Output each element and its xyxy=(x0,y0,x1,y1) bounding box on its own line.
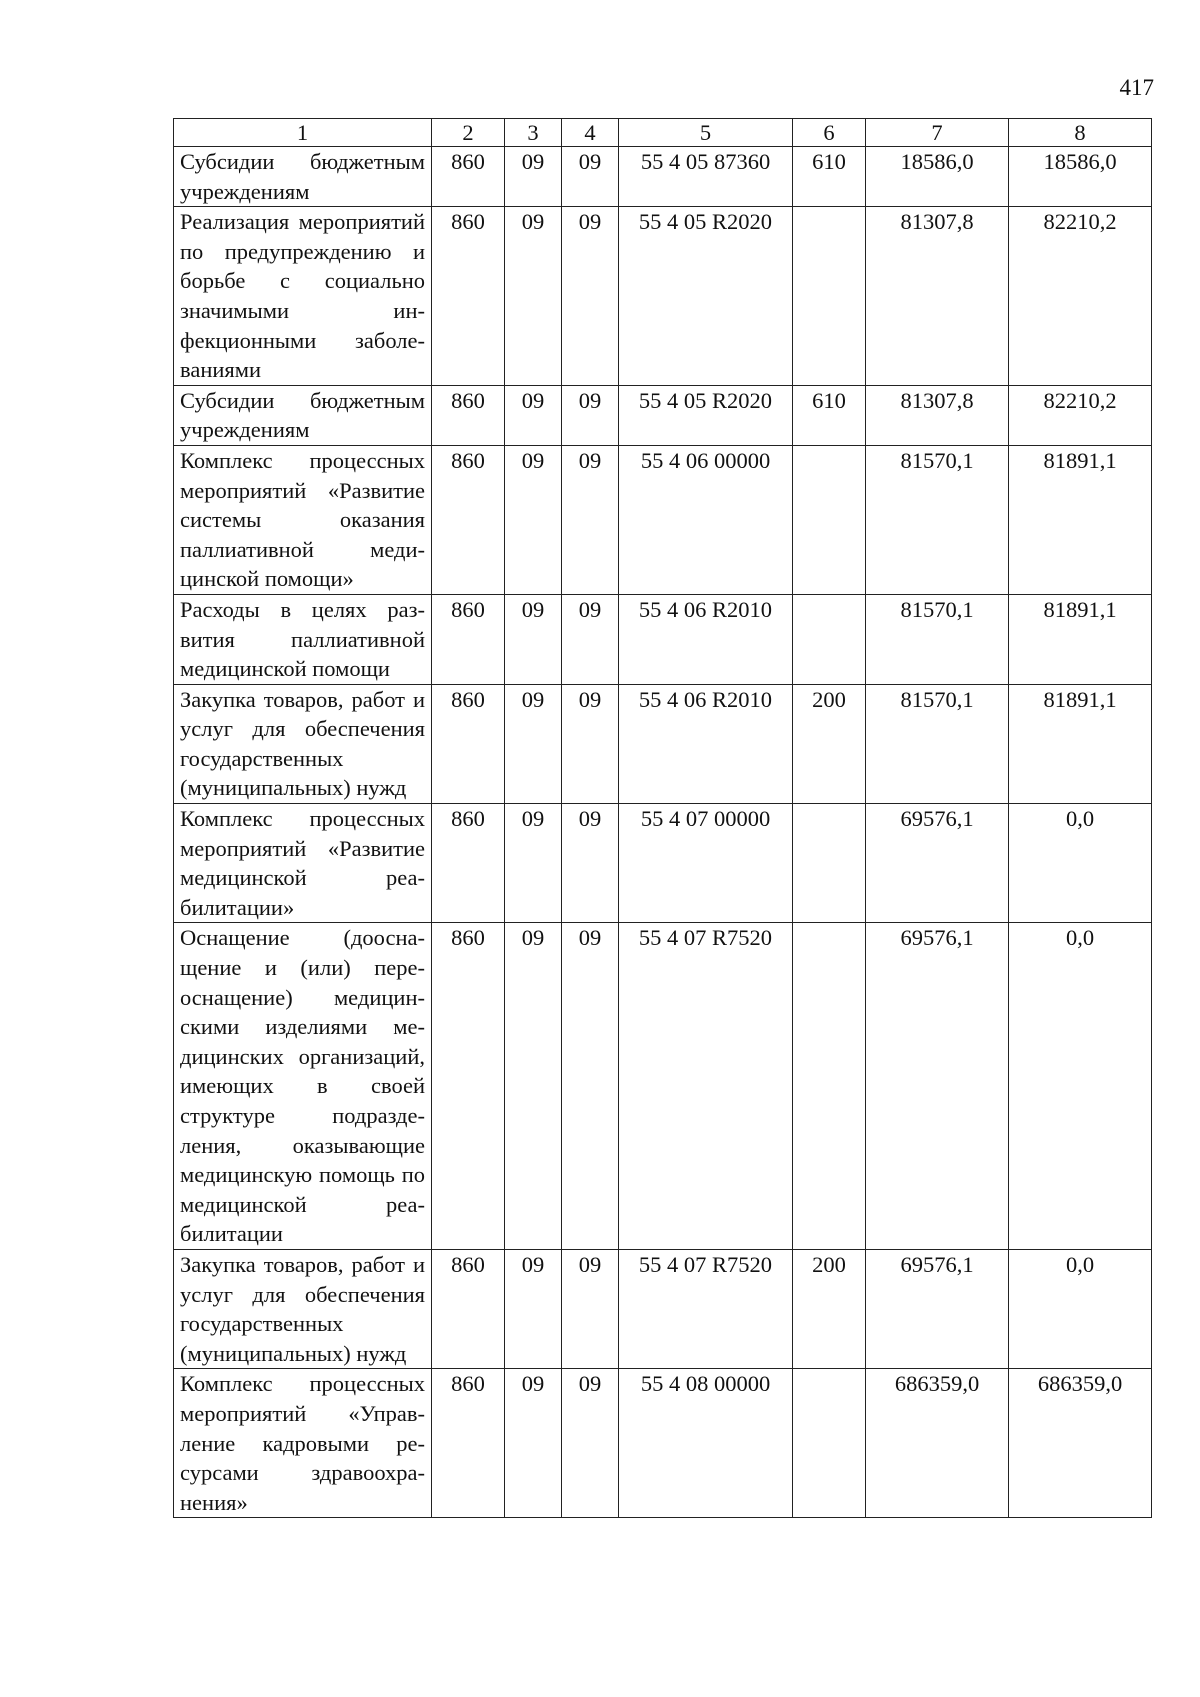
table-row xyxy=(174,923,1152,1250)
row-sum-year-1-cell: 18586,0 xyxy=(866,147,1009,207)
row-subsection-cell: 09 xyxy=(562,923,619,1250)
row-name-cell: Комплекс процессных мероприятий «Развитие медицинской реабилитации» xyxy=(174,804,432,923)
row-section-cell: 09 xyxy=(505,445,562,594)
row-subsection-cell: 09 xyxy=(562,804,619,923)
row-name-cell: Расходы в целях развития паллиативной медицинской помощи xyxy=(174,594,432,684)
row-subsection-cell: 09 xyxy=(562,445,619,594)
row-sum-year-2-cell: 81891,1 xyxy=(1009,594,1152,684)
row-grbs-cell: 860 xyxy=(432,923,505,1250)
row-section-cell: 09 xyxy=(505,684,562,803)
row-subsection-cell: 09 xyxy=(562,147,619,207)
table-row xyxy=(174,385,1152,445)
row-sum-year-2-cell: 81891,1 xyxy=(1009,684,1152,803)
row-expense-type-cell xyxy=(793,594,866,684)
row-sum-year-2-cell: 82210,2 xyxy=(1009,207,1152,386)
row-name-cell: Комплекс процессных мероприятий «Развитие системы оказания паллиативной медицинской помощи» xyxy=(174,445,432,594)
row-target-code-cell: 55 4 05 R2020 xyxy=(619,385,793,445)
header-cell-5: 5 xyxy=(619,119,793,147)
row-grbs-cell: 860 xyxy=(432,147,505,207)
row-name-cell: Субсидии бюджетным учреждениям xyxy=(174,147,432,207)
row-sum-year-1-cell: 81307,8 xyxy=(866,207,1009,386)
row-grbs-cell: 860 xyxy=(432,804,505,923)
row-target-code-cell: 55 4 07 00000 xyxy=(619,804,793,923)
row-target-code-cell: 55 4 05 87360 xyxy=(619,147,793,207)
row-target-code-cell: 55 4 06 00000 xyxy=(619,445,793,594)
row-expense-type-cell: 610 xyxy=(793,385,866,445)
row-sum-year-2-cell: 0,0 xyxy=(1009,804,1152,923)
row-name-cell: Комплекс процессных мероприятий «Управление кадровыми ресурсами здравоохранения» xyxy=(174,1369,432,1518)
row-target-code-cell: 55 4 05 R2020 xyxy=(619,207,793,386)
row-expense-type-cell: 200 xyxy=(793,684,866,803)
row-target-code-cell: 55 4 08 00000 xyxy=(619,1369,793,1518)
row-sum-year-1-cell: 69576,1 xyxy=(866,804,1009,923)
row-sum-year-2-cell: 18586,0 xyxy=(1009,147,1152,207)
budget-table xyxy=(173,118,1152,1518)
row-section-cell: 09 xyxy=(505,147,562,207)
row-name-cell: Реализация мероприятий по предупреждению и борьбе с социально значимыми инфекционными заболеваниями xyxy=(174,207,432,386)
row-target-code-cell: 55 4 07 R7520 xyxy=(619,1249,793,1368)
header-cell-8: 8 xyxy=(1009,119,1152,147)
row-sum-year-2-cell: 82210,2 xyxy=(1009,385,1152,445)
row-section-cell: 09 xyxy=(505,804,562,923)
row-grbs-cell: 860 xyxy=(432,385,505,445)
row-name-cell: Субсидии бюджетным учреждениям xyxy=(174,385,432,445)
row-target-code-cell: 55 4 06 R2010 xyxy=(619,684,793,803)
row-sum-year-2-cell: 0,0 xyxy=(1009,923,1152,1250)
row-sum-year-1-cell: 81307,8 xyxy=(866,385,1009,445)
table-row xyxy=(174,594,1152,684)
row-grbs-cell: 860 xyxy=(432,684,505,803)
table-row xyxy=(174,1369,1152,1518)
row-expense-type-cell: 200 xyxy=(793,1249,866,1368)
row-section-cell: 09 xyxy=(505,207,562,386)
row-expense-type-cell xyxy=(793,804,866,923)
row-sum-year-1-cell: 69576,1 xyxy=(866,1249,1009,1368)
row-subsection-cell: 09 xyxy=(562,207,619,386)
row-expense-type-cell xyxy=(793,1369,866,1518)
table-row xyxy=(174,445,1152,594)
page-number: 417 xyxy=(1119,75,1154,100)
table-row xyxy=(174,147,1152,207)
row-expense-type-cell xyxy=(793,445,866,594)
row-subsection-cell: 09 xyxy=(562,594,619,684)
row-subsection-cell: 09 xyxy=(562,1249,619,1368)
row-sum-year-2-cell: 686359,0 xyxy=(1009,1369,1152,1518)
header-cell-2: 2 xyxy=(432,119,505,147)
row-sum-year-1-cell: 686359,0 xyxy=(866,1369,1009,1518)
table-body xyxy=(174,119,1152,1518)
row-grbs-cell: 860 xyxy=(432,1369,505,1518)
row-expense-type-cell xyxy=(793,207,866,386)
header-cell-4: 4 xyxy=(562,119,619,147)
row-grbs-cell: 860 xyxy=(432,594,505,684)
table-row xyxy=(174,207,1152,386)
row-expense-type-cell: 610 xyxy=(793,147,866,207)
row-name-cell: Оснащение (дооснащение и (или) переоснащение) медицинскими изделиями медицинских организаций, имеющих в своей структуре подразделения, оказывающие медицинскую помощь по медицинской реабилитации xyxy=(174,923,432,1250)
row-sum-year-1-cell: 81570,1 xyxy=(866,594,1009,684)
row-grbs-cell: 860 xyxy=(432,445,505,594)
row-sum-year-1-cell: 81570,1 xyxy=(866,684,1009,803)
row-subsection-cell: 09 xyxy=(562,385,619,445)
row-target-code-cell: 55 4 06 R2010 xyxy=(619,594,793,684)
row-sum-year-2-cell: 81891,1 xyxy=(1009,445,1152,594)
row-sum-year-1-cell: 81570,1 xyxy=(866,445,1009,594)
row-target-code-cell: 55 4 07 R7520 xyxy=(619,923,793,1250)
row-sum-year-1-cell: 69576,1 xyxy=(866,923,1009,1250)
row-section-cell: 09 xyxy=(505,1369,562,1518)
table-row xyxy=(174,684,1152,803)
row-sum-year-2-cell: 0,0 xyxy=(1009,1249,1152,1368)
table-row xyxy=(174,804,1152,923)
header-cell-3: 3 xyxy=(505,119,562,147)
row-grbs-cell: 860 xyxy=(432,207,505,386)
row-expense-type-cell xyxy=(793,923,866,1250)
header-cell-1: 1 xyxy=(174,119,432,147)
header-cell-6: 6 xyxy=(793,119,866,147)
header-cell-7: 7 xyxy=(866,119,1009,147)
row-subsection-cell: 09 xyxy=(562,1369,619,1518)
row-name-cell: Закупка товаров, работ и услуг для обеспечения государственных (муниципальных) нужд xyxy=(174,684,432,803)
row-section-cell: 09 xyxy=(505,1249,562,1368)
row-name-cell: Закупка товаров, работ и услуг для обеспечения государственных (муниципальных) нужд xyxy=(174,1249,432,1368)
row-section-cell: 09 xyxy=(505,594,562,684)
table-header-row xyxy=(174,119,1152,147)
table-row xyxy=(174,1249,1152,1368)
row-grbs-cell: 860 xyxy=(432,1249,505,1368)
row-section-cell: 09 xyxy=(505,923,562,1250)
row-subsection-cell: 09 xyxy=(562,684,619,803)
row-section-cell: 09 xyxy=(505,385,562,445)
